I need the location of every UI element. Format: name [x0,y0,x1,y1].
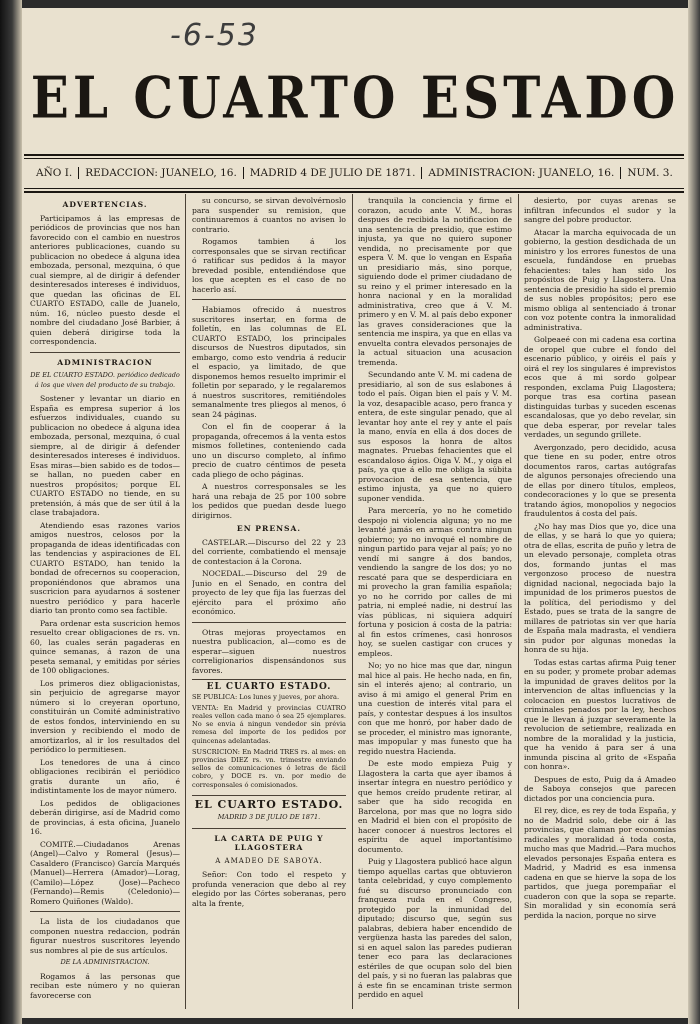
paragraph: Atendiendo esas razones varios amigos nuestros, celosos por la propaganda de ideas identificadas con las tendencias y aspiraciones de EL CUARTO ESTADO, han tenido la bondad de ofrecernos su cooperacion, proponiéndonos que abramos una suscricion para ayudarnos á sostener nuestro periódico y para hacerle diario tan pronto como sea factible. [30,520,180,615]
year: AÑO I. [30,167,79,179]
column-3 [358,196,512,1011]
paragraph: desierto, por cuyas arenas se infiltran infecundos el sudor y la sangre del pobre productor. [524,196,676,224]
subscription-box [192,679,346,796]
article-subtitle: A AMADEO DE SABOYA. [215,856,323,865]
paragraph: Todas estas cartas afirma Puig tener en su poder, y promete probar ademas la impunidad de graves delitos por la intervencion de altas influencias y la colocacion en puestos lucrativos de criminales penados por la ley, hechos que le llevan á juzgar severamente la revolucion de setiembre, realizada en nombre de la moralidad y la justicia, que ha venido á para ser á una inmunda piscina al grito de «España con honra». [524,657,676,771]
divider [192,299,346,300]
paragraph: Los tenedores de una á cinco obligaciones recibirán el periódico gratis durante un año, é indistintamente los de mayor número. [30,757,180,795]
paragraph: Otras mejoras proyectamos en nuestra publicacion, al—como es de esperar—siguen nuestros correligionarios dispensándonos sus favores. [192,627,346,675]
paragraph: Despues de esto, Puig da á Amadeo de Saboya consejos que parecen dictados por una conciencia pura. [524,774,676,803]
column-divider-3 [518,194,519,1009]
paragraph: su concurso, se sirvan devolvérnoslo para suspender su remision, que continuaremos á cuantos no avisen lo contrario. [192,196,346,234]
box-line: SUSCRICION: En Madrid TRES rs. al mes: en provincias DIEZ rs. vn. trimestre enviando sellos de comunicaciones ó letras de fácil cobro, y DOCE rs. vn. por medio de corresponsales ó comisionados. [192,747,346,789]
paragraph: Con el fin de cooperar á la propaganda, ofrecemos á la venta estos mismos folletines, conteniendo cada uno un discurso completo, al ínfimo precio de cuatro céntimos de peseta cada pliego de ocho páginas. [192,422,346,479]
secondary-masthead: EL CUARTO ESTADO. [194,797,344,811]
divider [30,911,180,912]
box-line: SE PUBLICA: Los lunes y jueves, por ahora. [192,692,340,701]
administracion-heading: ADMINISTRACION [57,357,153,367]
paragraph: Atacar la marcha equivocada de un gobierno, la gestion desdichada de un ministro y los errores funestos de una escuela, fundándose en pruebas fehacientes: tales han sido los propósitos de Puig y Llagostera. Una sentencia de presidio ha sido el premio de sus nobles propósitos; pero ese mismo obliga al sentenciado á tronar con voz potente contra la inmoralidad administrativa. [524,227,676,332]
administracion-subtitle: DE EL CUARTO ESTADO. periódico dedicado á los que viven del producto de su trabajo. [30,371,180,389]
paragraph: Puig y Llagostera publicó hace algun tiempo aquellas cartas que obtuvieron tanta celebridad, y cuyo complemento fué su discurso pronunciado con franqueza ruda en el Congreso, protegido por la inmunidad del diputado; discurso que, según sus palabras, debiera haber encendido de vergüenza hasta las paredes del salon, si en aquel salon las paredes pudieran tener eco para las declaraciones estériles de que ocupan solo del bien del país, y si no fueran las palabras que á este fin se encaminan triste sermon perdido en aquel [358,857,512,999]
paragraph: ¿No hay mas Dios que yo, dice una de ellas, y se hará lo que yo quiera; otra de ellas, escrita de puño y letra de un elevado personaje, completa otras dos, formando juntas el mas vergonzoso proceso de nuestra dignidad nacional, negociada bajo la impunidad de los primeros puestos de la política, del periodismo y del Estado, pues se trata de la sangre de millares de patriotas sin ver que haría de España mala madrasta, el vendiera sin pudor por algunas monedas la honra de su hija. [524,521,676,654]
paragraph: CASTELAR.—Discurso del 22 y 23 del corriente, combatiendo el mensaje de contestacion á la Corona. [192,537,346,566]
paragraph: De este modo empieza Puig y Llagostera la carta que ayer íbamos á insertar íntegra en nuestro periódico y que hemos creído prudente retirar, al saber que ha sido recogida en Barcelona, por mas que no logra sido en Madrid el bien con el propósito de hacer conocer á nuestros lectores el espíritu de aquel importantísimo documento. [358,759,512,854]
advertencias-heading: ADVERTENCIAS. [62,200,148,209]
handwritten-note: -6-53 [170,18,259,53]
paragraph: NOCEDAL.—Discurso del 29 de Junio en el Senado, en contra del proyecto de ley que fija las fuerzas del ejército para el próximo año económico. [192,569,346,616]
paragraph: La lista de los ciudadanos que componen nuestra redaccion, podrán figurar nuestros suscritores leyendo sus nombres al pie de sus artículos. [30,917,180,955]
rule-bottom-thin [24,188,684,189]
paragraph: No; yo no hice mas que dar, ningun mal hice al pais. He hecho nada, en fin, sin el interés ajeno; al contrario, un aviso á mi amigo el general Prim en una cuestion de interés vital para el país, y contestar despues á los insultos con que me honró, por haber dado de se proceder, el ministro mas ignorante, mas impopular y mas funesto que ha regido nuestra Hacienda. [358,661,512,756]
paragraph: Para ordenar esta suscricion hemos resuelto crear obligaciones de rs. vn. 60, las cuales serán pagaderas en quince semanas, á razon de una peseta semanal, y emitidas por séries de 100 obligaciones. [30,618,180,675]
comite-list: COMITÉ.—Ciudadanos Arenas (Angel)—Calvo y Romeral (Jesus)—Casaldero (Francisco) García Marqués (Manuel)—Herrera (Amador)—Lorag, (Camilo)—López (Jose)—Pacheco (Fernando)—Remis (Celedonio)—Romero Quiñones (Waldo). [30,839,180,906]
en-prensa-heading: EN PRENSA. [236,524,302,533]
book-spine [0,0,22,1024]
paragraph: Para mercería, yo no he cometido despojo ni violencia alguna; yo no me levanté jamás en armas contra ningun gobierno; yo no invoqué el nombre de ningun partido para vejar al país; yo no vendí mi sangre á dos bandos, vendiendo la sangre de los dos; yo no rescaté para que se desperdiciara en mi provecho la gran familia española; yo no he corrido por calles de mi patria, ni empleé nadie, ni destruí las vías públicas, ni siquiera adquirí fortuna y posicion á costa de la patria: al fin estos crímenes, casi honrosos hoy, se suelen castigar con cruces y empleos. [358,506,512,658]
paragraph: Habiamos ofrecido á nuestros suscritores insertar, en forma de folletín, en las columnas de EL CUARTO ESTADO, los principales discursos de Nuestros diputados, sin embargo, como esto vendria á reducir el espacio, ya limitado, de que disponemos hemos resuelto imprimir el folletin por separado, y le regalaremos á nuestros suscritores, remitiéndoles semanalmente tres pliegos al menos, ó sean 24 páginas. [192,305,346,419]
administracion: ADMINISTRACION: JUANELO, 16. [422,167,621,179]
issue-number: NUM. 3. [627,167,673,179]
column-2 [192,196,346,1011]
paragraph: A nuestros corresponsales se les hará una rebaja de 25 por 100 sobre los pedidos que puedan desde luego dirigirnos. [192,482,346,520]
column-divider-1 [185,194,186,1009]
divider [192,622,346,623]
column-divider-2 [352,194,353,1009]
rule-bottom [24,191,684,193]
column-4 [524,196,676,1011]
paragraph: Los primeros diez obligacionistas, sin perjuicio de agregarse mayor número si lo creyeran oportuno, constituirán un Comité administrativo de estos fondos, interviniendo en su inversion y recibiendo el modo de amortizarlos, al ir los resultados del periódico lo permitiesen. [30,678,180,754]
paragraph: Rogamos á las personas que reciban este número y no quieran favorecerse con [30,971,180,1000]
info-bar [30,162,680,184]
signature: DE LA ADMINISTRACION. [60,958,150,966]
rule-top [24,154,684,156]
issue-date: MADRID 4 DE JULIO DE 1871. [244,167,423,179]
divider [30,352,180,353]
redaccion: REDACCION: JUANELO, 16. [79,167,244,179]
paragraph: Golpeaeé con mi cadena esa cortina de oropel que cubre el fondo del escenario público, y oiréis el país y oirá el rey los singulares é imprevistos ecos que á mi sordo golpear responden, exclama Puig Llagostera; porque tras esa cortina pasean distinguidas turbas y suceden escenas escandalosas, que yo debo revelar, sin que deba esperar, por revelar tales verdades, un segundo grillete. [524,335,676,439]
secondary-date: MADRID 3 DE JULIO DE 1871. [217,813,321,822]
column-1 [30,196,180,1011]
paragraph: Los pedidos de obligaciones deberán dirigirse, así de Madrid como de provincias, á esta oficina, Juanelo 16. [30,798,180,836]
paragraph: Secundando ante V. M. mi cadena de presidiario, al son de sus eslabones á todo el país. Oigan bien el país y V. M. la voz, desapacible acaso, pero franca y entera, de este singular penado, que al levantar hoy ante el rey y ante el país la mano, envía en ella á dos doces de sus esposos la honra de altos magnates. Pruebas fehacientes que el escandaloso ágios. Oiga V. M., y oiga el país, ya que á ello me obliga la súbita provocacion de esa sentencia, que estimo injusta, ya que no quiero suponer vendida. [358,370,512,503]
box-title: EL CUARTO ESTADO. [206,682,332,692]
paragraph: Señor: Con todo el respeto y profunda veneracion que debo al rey elegido por las Córtes soberanas, pero alta la frente, [192,870,346,908]
masthead: EL CUARTO ESTADO [30,63,680,132]
paragraph: Sostener y levantar un diario en España es empresa superior á los esfuerzos individuales, cuando su publicacion no obedece á alguna idea embozada, personal, mezquina, ó cual siempre, al de dirigir á defender desinteresados intereses é individuos. Esas miras—bien sabido es de todos—se hallan, no pueden caber en nuestros propósitos; porque EL CUARTO ESTADO no tiende, en su pretensión, á más que de ser útil á la clase trabajadora. [30,394,180,517]
paragraph: tranquila la conciencia y firme el corazon, acudo ante V. M., horas despues de recibida la notificacion de una sentencia de presidio, que estimo injusta, ya que no quiero suponer vendida, no precisamente por que espera V. M. que lo vengan en España un presidiario más, sino porque, siguiendo dode el primer ciudadano de su reino y el primer interesado en la honra nacional y en la moralidad administrativa, creo que á V. M. primero y en V. M. al país debo exponer las graves consideraciones que la sentencia me inspira, ya que en ellas va envuelta contra elevados personajes de la actual situacion una acusacion tremenda. [358,196,512,367]
page-edge [688,0,700,1024]
paragraph: Participamos á las empresas de periódicos de provincias que nos han favorecido con el cambio en nuestros anteriores publicaciones, cuando su publicacion no obedece á alguna idea embozada, personal, mezquina, ó que cual siempre, al de dirigir á defender desinteresados intereses é individuos, que quedan las oficinas de EL CUARTO ESTADO, calle de Juanelo, núm. 16, núcleo puesto desde el nombre del ciudadano José Barbier, á quien deberá dirigirse toda la correspondencia. [30,213,180,346]
box-line: VENTA: En Madrid y provincias CUATRO reales vellon cada mano ó sea 25 ejemplares. No se envia á ningun vendedor sin prévia remesa del importe de los pedidos por quincenas adelantadas. [192,703,346,745]
divider [192,828,346,829]
paragraph: Rogamos tambien á los corresponsales que se sirvan rectificar ó ratificar sus pedidos á la mayor brevedad posible, entendiéndose que los que acepten es el caso de no hacerlo así. [192,237,346,294]
article-title: LA CARTA DE PUIG Y LLAGOSTERA [214,833,324,853]
newspaper-page [22,8,688,1018]
paragraph: El rey, dice, es rey de toda España, y no de Madrid solo, debe oir á las provincias, que claman por economías radicales y moralidad á toda costa, mucho mas que Madrid.—Para muchos elevados personajes España entera es Madrid, y Madrid es esa inmensa cadena en que se hierve la sopa de los partidos, que juega porempañar el cuaderon con que la sopa se reparte. Sin moralidad y sin economía será perdida la nacion, porque no sirve [524,806,676,920]
paragraph: Avergonzado, pero decidido, acusa que tiene en su poder, entre otros documentos raros, cartas autógrafas de algunos personajes ofreciendo una de ellas por dinero títulos, empleos, condecoraciones y lo que se presenta tratando ágios, monopolios y negocios fraudulentos á costa del país. [524,442,676,518]
rule-top-thin [24,158,684,159]
